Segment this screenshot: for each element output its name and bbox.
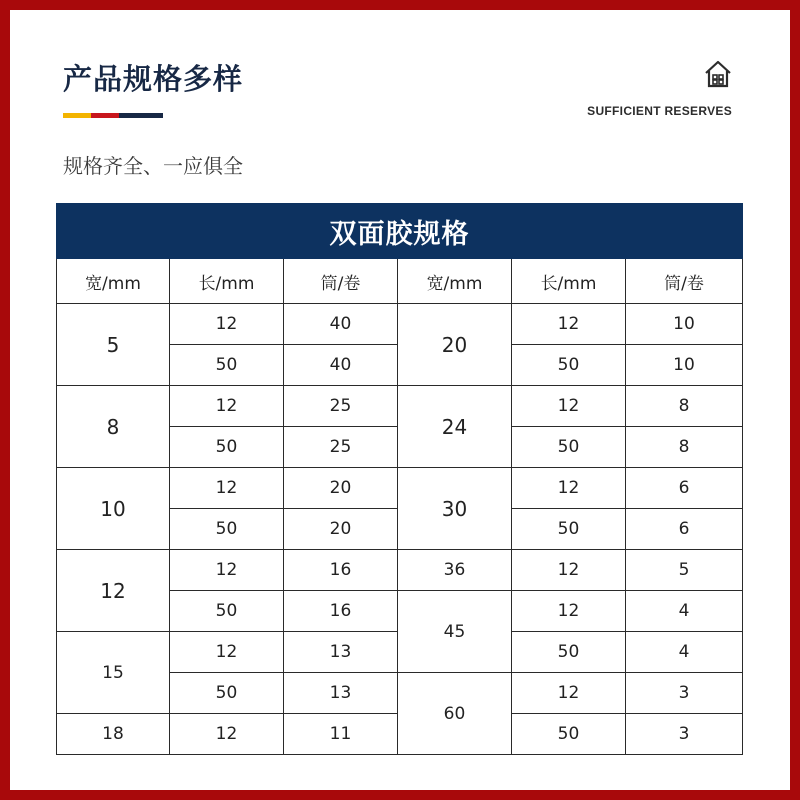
column-header: 筒/卷 [626,259,743,304]
table-row [57,304,743,345]
left-qty-cell: 40 [284,304,398,345]
left-length-cell: 50 [170,673,284,714]
right-width-cell: 45 [398,591,512,673]
left-qty-cell: 11 [284,714,398,755]
reserves-label: SUFFICIENT RESERVES [587,104,732,118]
left-width-cell: 10 [57,468,170,550]
right-qty-cell: 10 [626,345,743,386]
right-length-cell: 12 [512,673,626,714]
right-width-cell: 24 [398,386,512,468]
right-length-cell: 12 [512,304,626,345]
column-header: 宽/mm [57,259,170,304]
right-width-cell: 60 [398,673,512,755]
right-qty-cell: 3 [626,673,743,714]
content-card [10,10,790,790]
left-qty-cell: 25 [284,386,398,427]
right-qty-cell: 8 [626,427,743,468]
right-qty-cell: 6 [626,509,743,550]
accent-bars [63,113,163,118]
right-length-cell: 50 [512,632,626,673]
page-subtitle: 规格齐全、一应俱全 [63,154,243,178]
right-qty-cell: 10 [626,304,743,345]
house-icon [703,59,733,89]
left-length-cell: 50 [170,345,284,386]
left-qty-cell: 13 [284,673,398,714]
right-length-cell: 50 [512,345,626,386]
table-title: 双面胶规格 [57,204,743,259]
left-length-cell: 50 [170,427,284,468]
right-qty-cell: 3 [626,714,743,755]
right-length-cell: 12 [512,386,626,427]
left-length-cell: 12 [170,468,284,509]
right-length-cell: 50 [512,427,626,468]
left-qty-cell: 20 [284,468,398,509]
left-width-cell: 12 [57,550,170,632]
right-qty-cell: 4 [626,591,743,632]
right-qty-cell: 4 [626,632,743,673]
left-length-cell: 12 [170,386,284,427]
left-width-cell: 5 [57,304,170,386]
right-width-cell: 30 [398,468,512,550]
column-header: 宽/mm [398,259,512,304]
right-width-cell: 20 [398,304,512,386]
left-width-cell: 15 [57,632,170,714]
left-width-cell: 18 [57,714,170,755]
table-row [57,386,743,427]
table-caption-row [57,204,743,259]
table-header-row [57,259,743,304]
left-qty-cell: 13 [284,632,398,673]
column-header: 长/mm [170,259,284,304]
right-qty-cell: 5 [626,550,743,591]
left-qty-cell: 16 [284,591,398,632]
accent-bar-yellow [63,113,91,118]
left-length-cell: 12 [170,714,284,755]
table-row [57,550,743,591]
right-qty-cell: 6 [626,468,743,509]
left-qty-cell: 25 [284,427,398,468]
column-header: 筒/卷 [284,259,398,304]
page-title: 产品规格多样 [63,62,244,96]
column-header: 长/mm [512,259,626,304]
left-length-cell: 12 [170,632,284,673]
left-length-cell: 12 [170,304,284,345]
left-qty-cell: 20 [284,509,398,550]
accent-bar-navy [119,113,163,118]
accent-bar-red [91,113,119,118]
right-length-cell: 50 [512,714,626,755]
left-length-cell: 50 [170,591,284,632]
left-qty-cell: 16 [284,550,398,591]
right-width-cell: 36 [398,550,512,591]
right-length-cell: 50 [512,509,626,550]
left-qty-cell: 40 [284,345,398,386]
right-length-cell: 12 [512,550,626,591]
left-length-cell: 50 [170,509,284,550]
left-length-cell: 12 [170,550,284,591]
right-length-cell: 12 [512,591,626,632]
left-width-cell: 8 [57,386,170,468]
right-length-cell: 12 [512,468,626,509]
spec-table [56,203,743,755]
table-row [57,468,743,509]
right-qty-cell: 8 [626,386,743,427]
